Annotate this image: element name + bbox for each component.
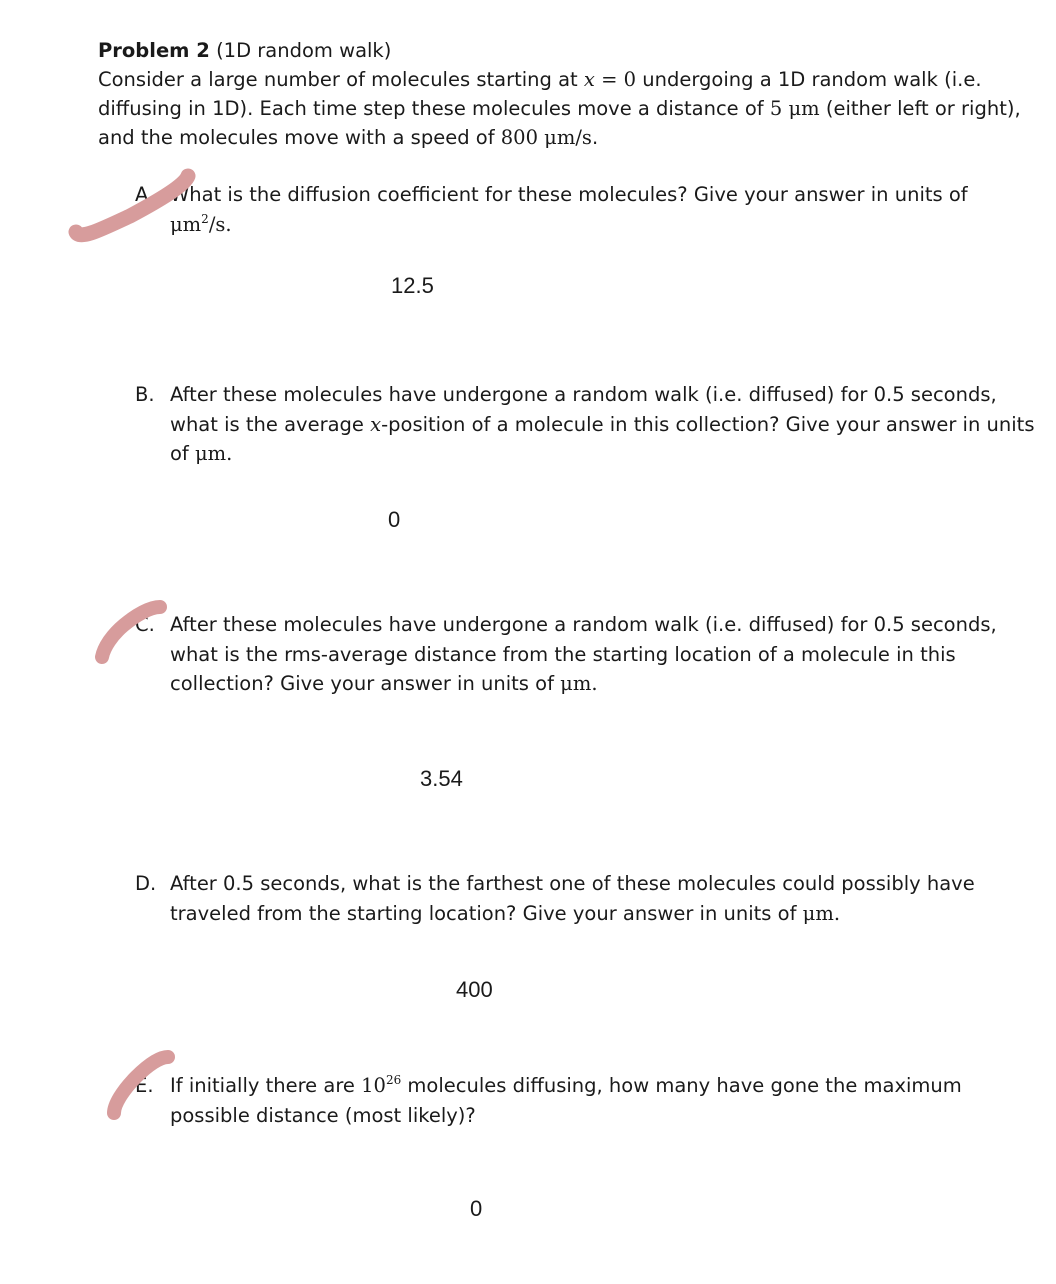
check-mark-e [100,1045,190,1125]
question-text: of [170,442,195,465]
math-var-x: x [370,412,382,436]
problem-subtitle: (1D random walk) [216,39,392,62]
question-text: After 0.5 seconds, what is the farthest one of these molecules could possibly have [170,872,975,895]
math-equals-zero: = 0 [594,68,637,91]
question-text: possible distance (most likely)? [170,1103,476,1127]
answer-c: 3.54 [420,766,463,791]
question-text: . [833,901,841,925]
question-text: traveled from the starting location? Give your answer in units of [170,901,803,925]
question-letter: C. [135,613,155,636]
question-text: After these molecules have undergone a random walk (i.e. diffused) for 0.5 seconds, [170,383,997,406]
question-letter: B. [135,383,155,406]
question-text: What is the diffusion coefficient for these molecules? Give your answer in units of [170,183,968,206]
question-c [135,610,1040,699]
problem-statement [98,36,1028,152]
unit-text: μm [170,212,202,236]
question-letter: D. [135,872,157,895]
unit-superscript: 2 [201,211,209,226]
question-text: . [226,442,233,465]
question-text: If initially there are [170,1074,362,1097]
intro-text: Consider a large number of molecules starting at [98,68,578,91]
question-a [135,180,1040,239]
question-text: what is the average [170,412,371,436]
unit-text: μm [195,442,227,465]
unit-text: μm [560,672,592,695]
question-e [135,1071,1040,1130]
intro-text: (either left or right), [819,97,1021,120]
intro-text: . [591,126,599,149]
question-text: -position of a molecule in this collection? Give your answer in units [381,412,1035,436]
math-speed: 800 μm/s [500,126,592,149]
question-text: what is the rms-average distance from the starting location of a molecule in this [170,642,956,666]
answer-d: 400 [456,977,493,1002]
question-letter: A. [135,183,155,206]
question-letter: E. [135,1074,154,1097]
math-distance: 5 μm [769,97,820,120]
question-b [135,380,1040,469]
question-text: collection? Give your answer in units of [170,672,561,695]
unit-text: μm [802,901,834,925]
check-mark-a [60,160,210,260]
question-text: After these molecules have undergone a random walk (i.e. diffused) for 0.5 seconds, [170,613,997,636]
answer-a: 12.5 [391,273,434,298]
problem-number: Problem 2 [98,39,210,62]
question-text: . [591,672,598,695]
math-exponent: 26 [385,1073,402,1087]
question-text: molecules diffusing, how many have gone the maximum [401,1074,962,1097]
math-base: 10 [361,1074,386,1097]
intro-text: and the molecules move with a speed of [98,126,495,149]
check-mark-c [90,595,180,675]
intro-text: undergoing a 1D random walk (i.e. [636,68,982,91]
answer-b: 0 [388,507,401,532]
intro-text: diffusing in 1D). Each time step these molecules move a distance of [98,97,764,120]
unit-text: /s. [208,212,232,236]
math-var-x: x [583,68,595,91]
answer-e: 0 [470,1196,483,1221]
question-d [135,869,1040,928]
